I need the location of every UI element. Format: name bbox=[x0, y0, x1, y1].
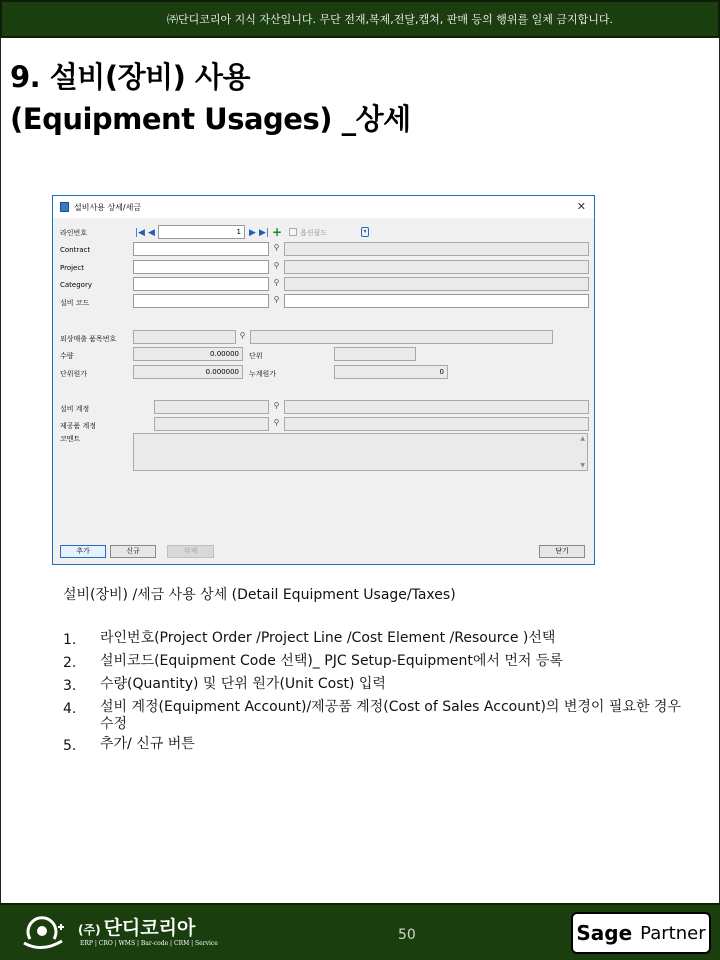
equipment-account-input[interactable] bbox=[154, 400, 269, 414]
comment-label: 코멘트 bbox=[60, 435, 81, 443]
equipment-code-label: 설비 코드 bbox=[60, 299, 90, 307]
step-number: 3. bbox=[63, 678, 77, 694]
list-item bbox=[63, 676, 693, 696]
add-button[interactable]: 추가 bbox=[60, 545, 106, 558]
company-name-text: 단디코리아 bbox=[103, 917, 196, 939]
next-record-icon[interactable]: ▶ bbox=[249, 228, 256, 238]
partner-logo-text: Partner bbox=[640, 922, 706, 944]
total-cost-label: 누계원가 bbox=[249, 370, 277, 378]
dialog-title: 설비사용 상세/세금 bbox=[74, 203, 142, 212]
company-prefix: (주) bbox=[78, 923, 101, 937]
scroll-up-icon[interactable]: ▲ bbox=[580, 435, 585, 442]
last-record-icon[interactable]: ▶| bbox=[259, 228, 269, 238]
cos-account-search-icon[interactable]: ⚲ bbox=[273, 418, 280, 427]
category-search-icon[interactable]: ⚲ bbox=[273, 278, 280, 287]
line-no-label: 라인번호 bbox=[60, 229, 88, 237]
equipment-account-description bbox=[284, 400, 589, 414]
copyright-banner bbox=[0, 0, 720, 38]
ext-resource-label: 외상매출 품목번호 bbox=[60, 335, 117, 343]
step-number: 4. bbox=[63, 701, 77, 717]
category-description bbox=[284, 277, 589, 291]
quantity-input[interactable]: 0.00000 bbox=[133, 347, 243, 361]
dialog-titlebar bbox=[53, 196, 594, 218]
ext-resource-description bbox=[250, 330, 553, 344]
contract-search-icon[interactable]: ⚲ bbox=[273, 243, 280, 252]
contract-description bbox=[284, 242, 589, 256]
equipment-code-description[interactable] bbox=[284, 294, 589, 308]
quantity-label: 수량 bbox=[60, 352, 74, 360]
step-text: 수량(Quantity) 및 단위 원가(Unit Cost) 입력 bbox=[100, 676, 386, 692]
add-line-icon[interactable]: + bbox=[272, 225, 283, 239]
company-name bbox=[78, 913, 195, 940]
first-record-icon[interactable]: |◀ bbox=[135, 228, 145, 238]
list-item bbox=[63, 736, 693, 756]
company-logo-icon bbox=[20, 913, 68, 953]
cos-account-description bbox=[284, 417, 589, 431]
equipment-account-search-icon[interactable]: ⚲ bbox=[273, 401, 280, 410]
close-icon[interactable]: ✕ bbox=[576, 200, 586, 213]
cos-account-label: 제공품 계정 bbox=[60, 422, 97, 430]
line-no-input[interactable]: 1 bbox=[158, 225, 245, 239]
page-title-line1: 9. 설비(장비) 사용 bbox=[10, 60, 250, 94]
total-cost-input: 0 bbox=[334, 365, 448, 379]
unit-input[interactable] bbox=[334, 347, 416, 361]
prev-record-icon[interactable]: ◀ bbox=[148, 228, 155, 238]
banner-text: ㈜단디코리아 지식 자산입니다. 무단 전재,복제,전달,캡쳐, 판매 등의 행위를 일체 금지합니다. bbox=[167, 13, 613, 26]
sage-partner-logo bbox=[571, 912, 711, 954]
optional-fields-checkbox[interactable] bbox=[289, 228, 297, 236]
step-text: 설비코드(Equipment Code 선택)_ PJC Setup-Equipment에서 먼저 등록 bbox=[100, 653, 563, 669]
contract-input[interactable] bbox=[133, 242, 269, 256]
scroll-down-icon[interactable]: ▼ bbox=[580, 462, 585, 469]
step-number: 5. bbox=[63, 738, 77, 754]
unit-cost-input[interactable]: 0.000000 bbox=[133, 365, 243, 379]
cos-account-input[interactable] bbox=[154, 417, 269, 431]
steps-list bbox=[63, 630, 693, 759]
list-item bbox=[63, 699, 693, 733]
equipment-code-input[interactable] bbox=[133, 294, 269, 308]
ext-resource-input bbox=[133, 330, 236, 344]
contract-label: Contract bbox=[60, 246, 91, 254]
app-icon bbox=[60, 202, 69, 212]
category-label: Category bbox=[60, 281, 92, 289]
step-text: 설비 계정(Equipment Account)/제공품 계정(Cost of Sales Account)의 변경이 필요한 경우 수정 bbox=[100, 699, 681, 732]
delete-button[interactable]: 삭제 bbox=[167, 545, 214, 558]
step-number: 2. bbox=[63, 655, 77, 671]
ext-resource-search-icon: ⚲ bbox=[239, 331, 246, 340]
equipment-code-search-icon[interactable]: ⚲ bbox=[273, 295, 280, 304]
step-text: 추가/ 신규 버튼 bbox=[100, 736, 195, 752]
list-item bbox=[63, 630, 693, 650]
equipment-usage-detail-dialog bbox=[52, 195, 595, 565]
project-description bbox=[284, 260, 589, 274]
step-text: 라인번호(Project Order /Project Line /Cost Element /Resource )선택 bbox=[100, 630, 556, 646]
footer bbox=[0, 903, 720, 960]
category-input[interactable] bbox=[133, 277, 269, 291]
optional-fields-label: 옵션필드 bbox=[300, 229, 328, 237]
project-label: Project bbox=[60, 264, 84, 272]
page-number: 50 bbox=[398, 927, 416, 943]
sage-logo-text: Sage bbox=[576, 921, 633, 945]
new-button[interactable]: 신규 bbox=[110, 545, 156, 558]
company-services: ERP | CRO | WMS | Bar-code | CRM | Service bbox=[80, 940, 218, 947]
step-number: 1. bbox=[63, 632, 77, 648]
close-button[interactable]: 닫기 bbox=[539, 545, 585, 558]
list-item bbox=[63, 653, 693, 673]
figure-caption: 설비(장비) /세금 사용 상세 (Detail Equipment Usage/Taxes) bbox=[63, 587, 456, 603]
project-input[interactable] bbox=[133, 260, 269, 274]
zoom-icon[interactable]: ▾ bbox=[361, 227, 369, 237]
project-search-icon[interactable]: ⚲ bbox=[273, 261, 280, 270]
unit-cost-label: 단위원가 bbox=[60, 370, 88, 378]
page-title-line2: (Equipment Usages) _상세 bbox=[10, 102, 411, 136]
unit-label: 단위 bbox=[249, 352, 263, 360]
equipment-account-label: 설비 계정 bbox=[60, 405, 90, 413]
page-title bbox=[10, 56, 411, 140]
comment-textarea[interactable] bbox=[133, 433, 588, 471]
